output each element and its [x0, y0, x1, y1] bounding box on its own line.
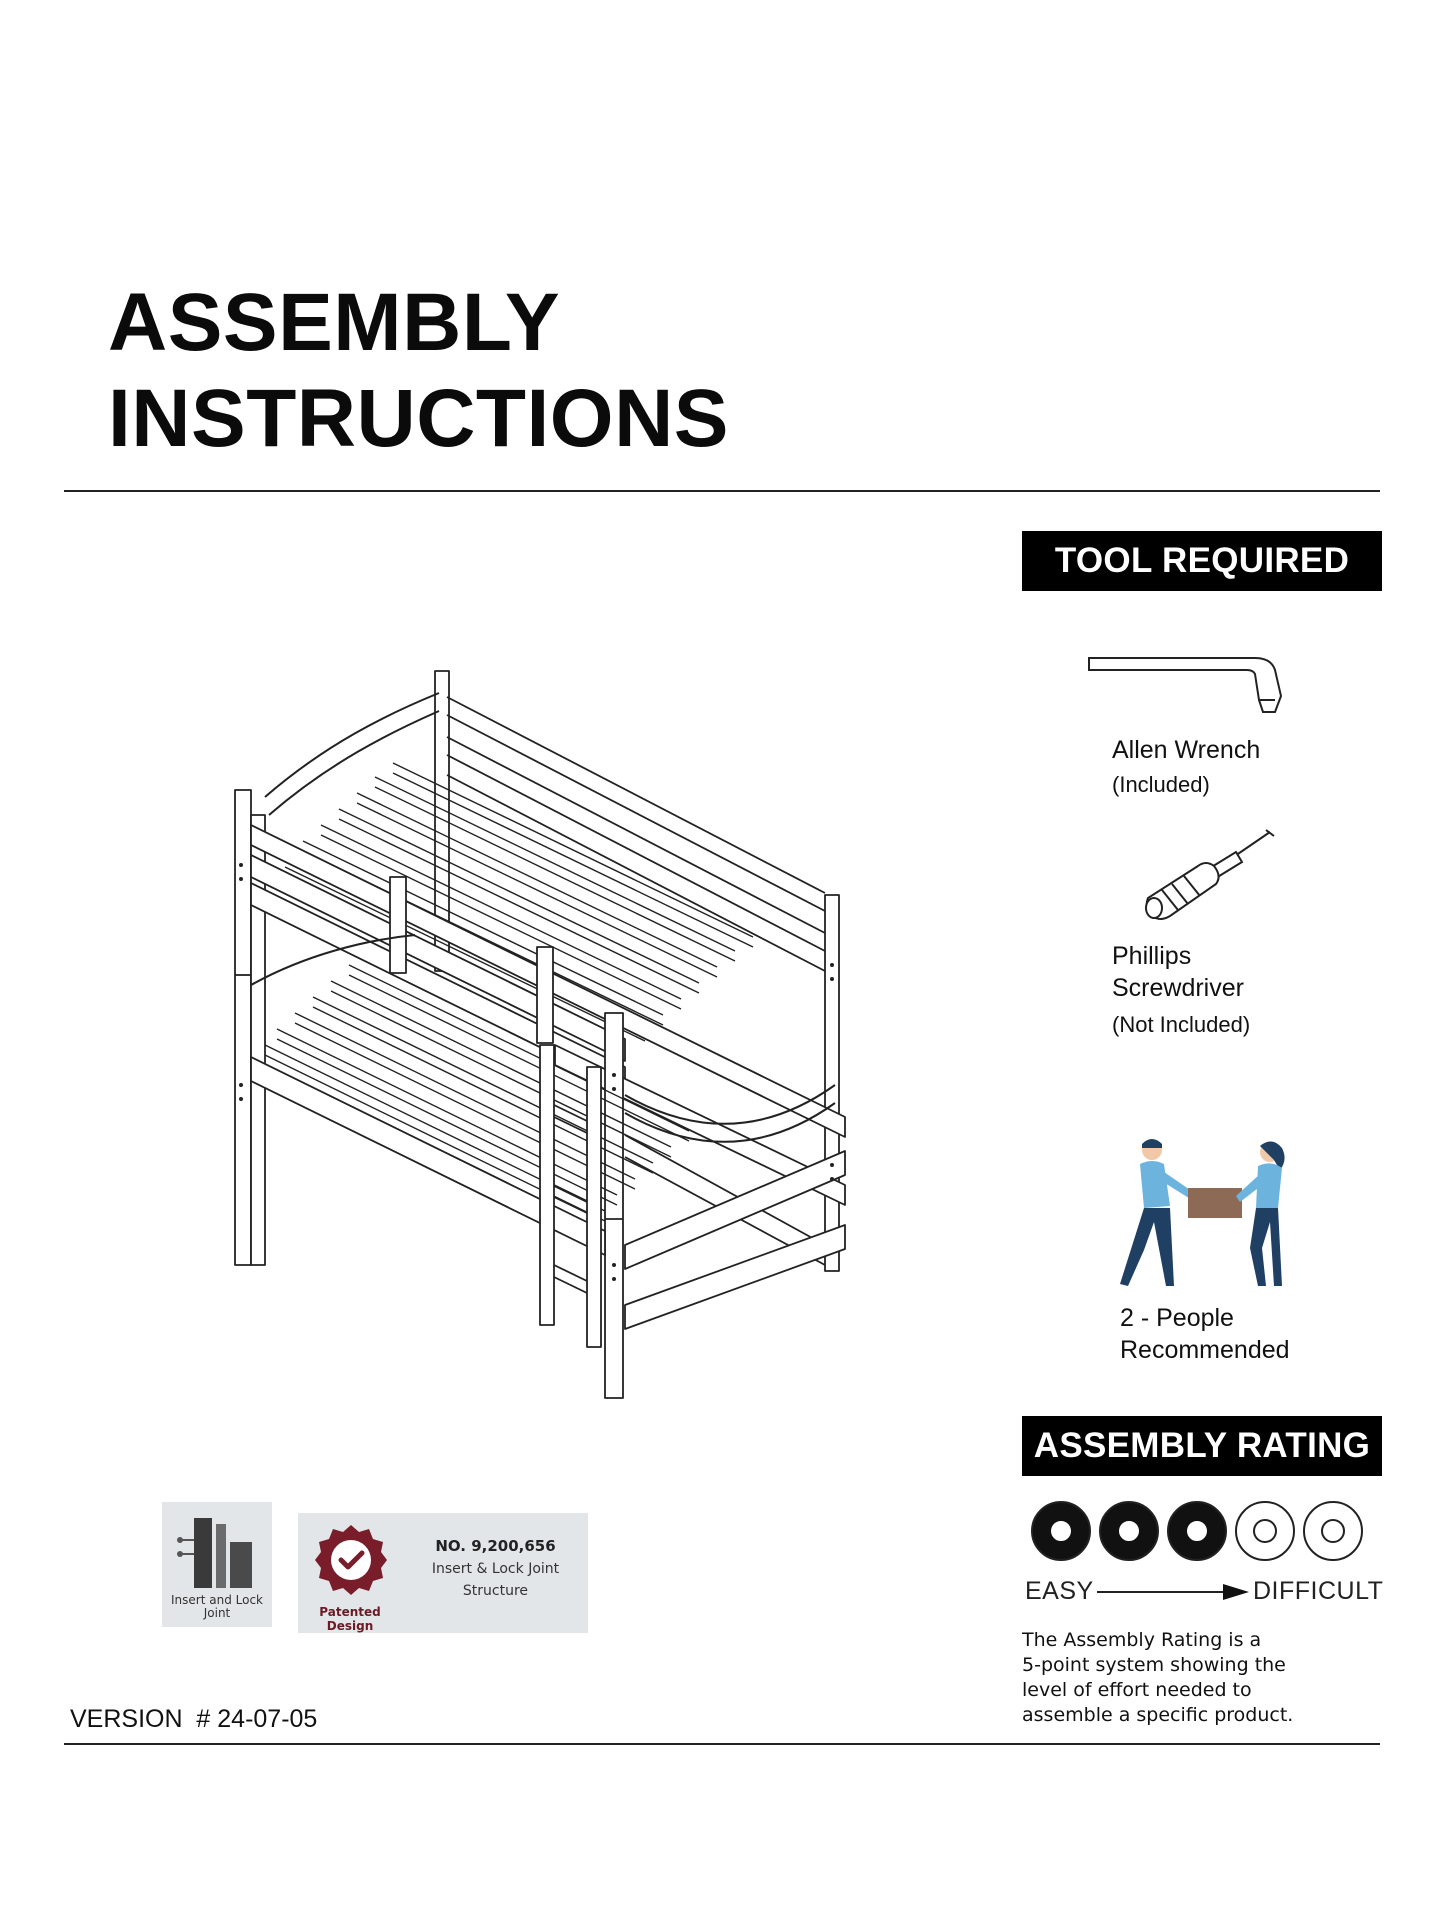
assembly-rating-label: ASSEMBLY RATING: [1033, 1426, 1371, 1465]
rating-description-line: level of effort needed to: [1022, 1679, 1252, 1701]
title-line-2: INSTRUCTIONS: [108, 373, 729, 464]
version-label: VERSION # 24-07-05: [70, 1705, 318, 1733]
rating-dot-empty: [1304, 1502, 1362, 1560]
title-line-1: ASSEMBLY: [108, 277, 561, 368]
rating-description-line: The Assembly Rating is a: [1022, 1629, 1262, 1651]
people-label-1: 2 - People: [1120, 1304, 1234, 1332]
allen-wrench-note: (Included): [1112, 772, 1210, 797]
patent-seal-icon: [314, 1523, 388, 1597]
joint-badge-line-2: Joint: [203, 1606, 231, 1620]
patent-badge: [298, 1513, 588, 1633]
bottom-divider: [64, 1743, 1380, 1745]
patent-number: NO. 9,200,656: [435, 1537, 556, 1555]
tool-required-label: TOOL REQUIRED: [1054, 541, 1350, 580]
two-people-carrying-box-icon: [1110, 1136, 1310, 1292]
top-divider: [64, 490, 1380, 492]
joint-badge-line-1: Insert and Lock: [171, 1593, 263, 1607]
assembly-rating-header: [1022, 1416, 1382, 1476]
screwdriver-note: (Not Included): [1112, 1012, 1251, 1037]
bunk-bed-illustration: [225, 665, 865, 1405]
rating-dot-empty: [1236, 1502, 1294, 1560]
rating-dot-filled: [1168, 1502, 1226, 1560]
rating-circles-svg: [1030, 1500, 1364, 1562]
allen-wrench-label: Allen Wrench: [1112, 736, 1261, 764]
screwdriver-label-1: Phillips: [1112, 942, 1192, 970]
tool-required-header: [1022, 531, 1382, 591]
patent-line-1: Insert & Lock Joint: [431, 1561, 560, 1577]
rating-description-line: 5-point system showing the: [1022, 1654, 1286, 1676]
insert-lock-joint-badge: [162, 1502, 272, 1627]
screwdriver-icon: [1140, 828, 1280, 924]
rating-arrow-icon: [1095, 1580, 1251, 1604]
page-title: [108, 275, 729, 467]
rating-easy-label: EASY: [1025, 1577, 1094, 1605]
rating-description-line: assemble a specific product.: [1022, 1704, 1294, 1726]
patent-line-2: Structure: [462, 1583, 529, 1599]
rating-circles: [1030, 1500, 1370, 1566]
allen-wrench-icon: [1085, 652, 1285, 718]
patent-seal-label: Patented Design: [319, 1605, 381, 1633]
people-label-2: Recommended: [1120, 1336, 1290, 1364]
rating-dot-filled: [1032, 1502, 1090, 1560]
insert-lock-joint-icon: [172, 1512, 262, 1592]
rating-dot-filled: [1100, 1502, 1158, 1560]
rating-description: [1022, 1628, 1382, 1728]
rating-difficult-label: DIFFICULT: [1253, 1577, 1384, 1605]
screwdriver-label-2: Screwdriver: [1112, 974, 1244, 1002]
